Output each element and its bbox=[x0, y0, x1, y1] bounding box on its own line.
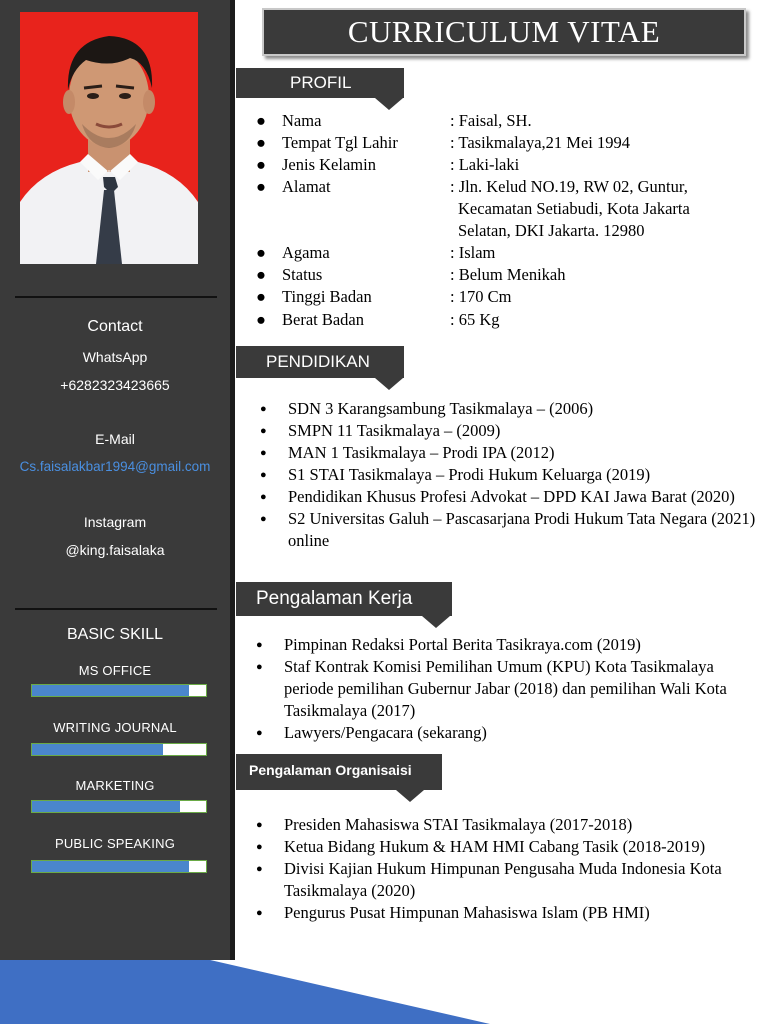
email-link[interactable]: Cs.faisalakbar1994@gmail.com bbox=[19, 459, 211, 474]
skill-bar bbox=[31, 860, 207, 873]
profile-label: Jenis Kelamin bbox=[282, 155, 376, 174]
sidebar-divider bbox=[15, 296, 217, 298]
section-banner-pendidikan: PENDIDIKAN bbox=[236, 346, 404, 378]
profile-label: Agama bbox=[282, 243, 330, 262]
profile-label: Tempat Tgl Lahir bbox=[282, 133, 398, 152]
skill-bar-fill bbox=[32, 685, 189, 696]
list-item: ● SDN 3 Karangsambung Tasikmalaya – (2006) bbox=[260, 398, 760, 420]
banner-tip bbox=[396, 790, 424, 802]
profile-value: : 170 Cm bbox=[450, 287, 512, 306]
list-item: ● Ketua Bidang Hukum & HAM HMI Cabang Tasik (2018-2019) bbox=[256, 836, 746, 858]
profile-value: : Tasikmalaya,21 Mei 1994 bbox=[450, 133, 631, 152]
profile-value: : Jln. Kelud NO.19, RW 02, Guntur, bbox=[450, 177, 688, 196]
instagram-label: Instagram bbox=[83, 514, 147, 530]
profile-label: Berat Badan bbox=[282, 310, 365, 329]
profile-value: : 65 Kg bbox=[450, 310, 500, 329]
profile-value: Kecamatan Setiabudi, Kota Jakarta bbox=[458, 199, 690, 218]
profile-label: Tinggi Badan bbox=[282, 287, 372, 306]
profile-value: : Faisal, SH. bbox=[450, 111, 532, 130]
section-banner-kerja: Pengalaman Kerja bbox=[236, 582, 452, 616]
skill-bar-fill bbox=[32, 861, 189, 872]
section-banner-profil: PROFIL bbox=[236, 68, 404, 98]
skill-name: WRITING JOURNAL bbox=[53, 720, 177, 735]
skill-bar bbox=[31, 684, 207, 697]
skill-name: PUBLIC SPEAKING bbox=[54, 836, 176, 851]
whatsapp-number[interactable]: +6282323423665 bbox=[60, 377, 170, 393]
profile-value: : Belum Menikah bbox=[450, 265, 566, 284]
sidebar-divider bbox=[15, 608, 217, 610]
section-banner-organisasi: Pengalaman Organisaisi bbox=[236, 754, 442, 790]
banner-tip bbox=[422, 616, 450, 628]
profile-value: : Laki-laki bbox=[450, 155, 520, 174]
whatsapp-label: WhatsApp bbox=[82, 349, 148, 365]
work-list bbox=[256, 634, 734, 744]
skill-bar-fill bbox=[32, 744, 163, 755]
email-label: E-Mail bbox=[95, 431, 135, 447]
list-item: ● Lawyers/Pengacara (sekarang) bbox=[256, 722, 734, 744]
list-item: ● MAN 1 Tasikmalaya – Prodi IPA (2012) bbox=[260, 442, 760, 464]
list-item: ● S1 STAI Tasikmalaya – Prodi Hukum Keluarga (2019) bbox=[260, 464, 760, 486]
list-item: ● Pengurus Pusat Himpunan Mahasiswa Islam (PB HMI) bbox=[256, 902, 746, 924]
list-item: ● Pendidikan Khusus Profesi Advokat – DPD KAI Jawa Barat (2020) bbox=[260, 486, 760, 508]
list-item: ● Staf Kontrak Komisi Pemilihan Umum (KPU) Kota Tasikmalaya periode pemilihan Gubernur Jabar (2018) dan pemilihan Wali Kota Tasikmalaya (2017) bbox=[256, 656, 734, 722]
profile-label: Alamat bbox=[282, 177, 331, 196]
skill-bar bbox=[31, 743, 207, 756]
list-item: ● SMPN 11 Tasikmalaya – (2009) bbox=[260, 420, 760, 442]
page-title: CURRICULUM VITAE bbox=[262, 8, 746, 56]
profile-photo bbox=[20, 12, 198, 264]
list-item: ● Divisi Kajian Hukum Himpunan Pengusaha Muda Indonesia Kota Tasikmalaya (2020) bbox=[256, 858, 746, 902]
list-item: ● S2 Universitas Galuh – Pascasarjana Prodi Hukum Tata Negara (2021) online bbox=[260, 508, 760, 552]
skill-name: MS OFFICE bbox=[78, 663, 152, 678]
banner-tip bbox=[375, 98, 403, 110]
list-item: ● Pimpinan Redaksi Portal Berita Tasikraya.com (2019) bbox=[256, 634, 734, 656]
profile-value: : Islam bbox=[450, 243, 496, 262]
profile-label: Status bbox=[282, 265, 323, 284]
organization-list bbox=[256, 814, 746, 924]
skill-bar-fill bbox=[32, 801, 180, 812]
skill-bar bbox=[31, 800, 207, 813]
instagram-handle[interactable]: @king.faisalaka bbox=[65, 542, 165, 558]
sidebar bbox=[0, 0, 230, 960]
education-list bbox=[260, 398, 760, 552]
profile-value: Selatan, DKI Jakarta. 12980 bbox=[458, 221, 645, 240]
contact-heading: Contact bbox=[87, 318, 143, 335]
sidebar-edge bbox=[230, 0, 235, 960]
skill-heading: BASIC SKILL bbox=[66, 626, 164, 643]
profile-label: Nama bbox=[282, 111, 322, 130]
skill-name: MARKETING bbox=[75, 778, 155, 793]
banner-tip bbox=[375, 378, 403, 390]
list-item: ● Presiden Mahasiswa STAI Tasikmalaya (2017-2018) bbox=[256, 814, 746, 836]
